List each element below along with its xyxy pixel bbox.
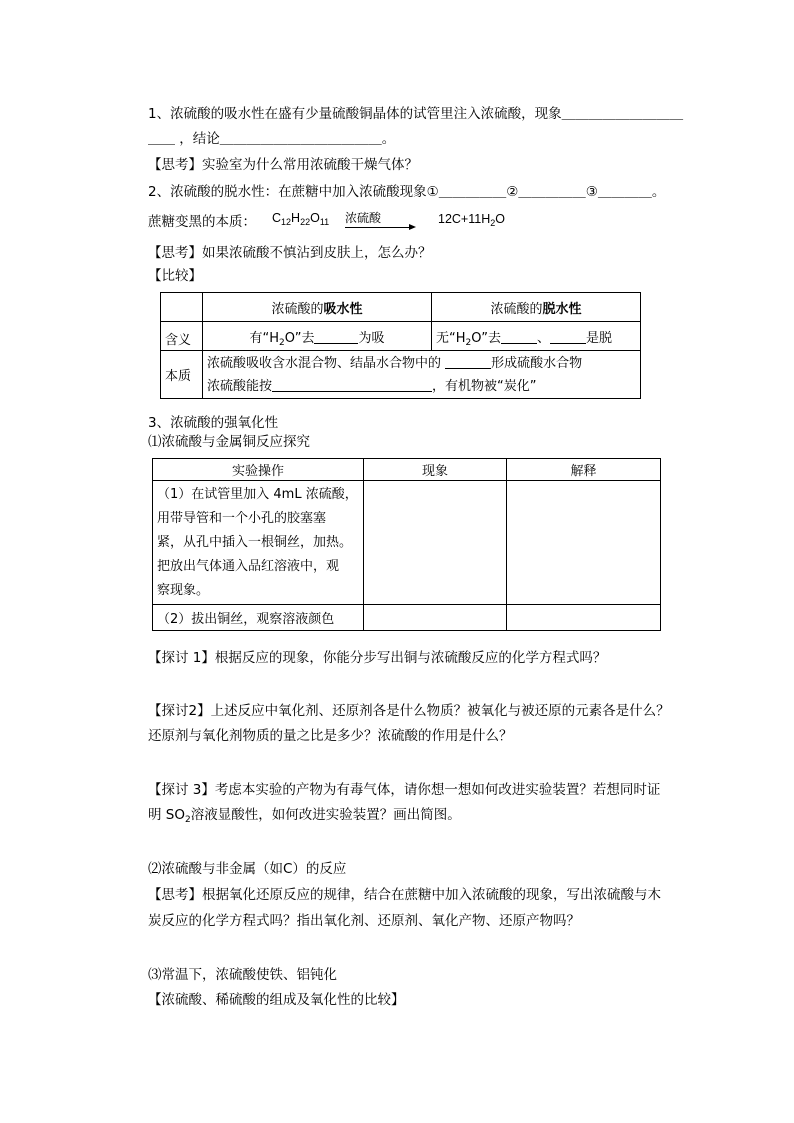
discuss-3-line1: 【探讨 3】考虑本实验的产物为有毒气体，请你想一想如何改进实验装置？若想同时证 xyxy=(148,782,661,798)
compare-header-dehydrate: 浓硫酸的脱水性 xyxy=(432,293,641,322)
sec3b-think-line1: 【思考】根据氧化还原反应的规律，结合在蔗糖中加入浓硫酸的现象，写出浓硫酸与木 xyxy=(148,887,661,903)
compare-corner xyxy=(161,293,203,322)
discuss-1: 【探讨 1】根据反应的现象，你能分步写出铜与浓硫酸反应的化学方程式吗？ xyxy=(148,650,607,666)
exp-header-explanation: 解释 xyxy=(507,459,661,481)
sec2-compare: 【比较】 xyxy=(148,268,202,284)
sucrose-formula: $C_{12}H_{22}O_{11}$ xyxy=(272,211,330,227)
exp-row1-operation: （1）在试管里加入 4mL 浓硫酸， 用带导管和一个小孔的胶塞塞 紧，从孔中插入一根铜丝，加热。 把放出气体通入品红溶液中，观 察现象。 xyxy=(153,481,364,605)
discuss-3-line2: 明 $SO_2$溶液显酸性，如何改进实验装置？画出简图。 xyxy=(148,807,461,825)
final-heading: 【浓硫酸、稀硫酸的组成及氧化性的比较】 xyxy=(148,992,405,1008)
meaning-dehydrate: 无“$H_2O$”去 、 是脱 xyxy=(432,322,641,351)
sec1-line2: ＿＿ ，结论＿＿＿＿＿＿＿＿＿＿＿＿。 xyxy=(148,131,396,147)
sec2-think: 【思考】如果浓硫酸不慎沾到皮肤上，怎么办？ xyxy=(148,245,432,261)
exp-row2-phenomenon xyxy=(364,605,507,631)
arrow-label: 浓硫酸 xyxy=(345,211,382,225)
sec3-sub2: ⑵浓硫酸与非金属（如C）的反应 xyxy=(148,861,347,877)
product-formula: $12C+11H_2O$ xyxy=(438,212,505,228)
reaction-arrow xyxy=(345,210,415,230)
discuss-2-line2: 还原剂与氧化剂物质的量之比是多少？浓硫酸的作用是什么？ xyxy=(148,728,513,744)
essence-line2: 浓硫酸能按 ，有机物被“炭化” xyxy=(207,378,537,394)
meaning-absorb: 有“$H_2O$”去 为吸 xyxy=(203,322,432,351)
compare-table xyxy=(160,292,641,399)
exp-row2-operation: （2）拔出铜丝，观察溶液颜色 xyxy=(153,605,364,631)
sec2-line1: 2、浓硫酸的脱水性：在蔗糖中加入浓硫酸现象①＿＿＿＿＿②＿＿＿＿＿③＿＿＿＿。 xyxy=(148,184,666,200)
exp-row1-phenomenon xyxy=(364,481,507,605)
arrow-head-icon xyxy=(409,224,416,230)
exp-header-phenomenon: 现象 xyxy=(364,459,507,481)
row-label-essence: 本质 xyxy=(161,351,203,399)
sec3-sub3: ⑶常温下，浓硫酸使铁、铝钝化 xyxy=(148,967,337,983)
sec1-line1: 1、浓硫酸的吸水性在盛有少量硫酸铜晶体的试管里注入浓硫酸，现象＿＿＿＿＿＿＿＿＿ xyxy=(148,106,684,122)
sec1-think: 【思考】实验室为什么常用浓硫酸干燥气体？ xyxy=(148,157,418,173)
sec3-title: 3、浓硫酸的强氧化性 xyxy=(148,415,279,431)
experiment-table xyxy=(152,458,661,631)
row-label-meaning: 含义 xyxy=(161,322,203,351)
sec3b-think-line2: 炭反应的化学方程式吗？指出氧化剂、还原剂、氧化产物、还原产物吗？ xyxy=(148,913,580,929)
essence-cell xyxy=(203,351,641,399)
exp-row1-explanation xyxy=(507,481,661,605)
exp-row2-explanation xyxy=(507,605,661,631)
discuss-2-line1: 【探讨2】上述反应中氧化剂、还原剂各是什么物质？被氧化与被还原的元素各是什么？ xyxy=(148,703,670,719)
exp-header-operation: 实验操作 xyxy=(153,459,364,481)
essence-label: 蔗糖变黑的本质： xyxy=(148,214,256,230)
sec3-sub1: ⑴浓硫酸与金属铜反应探究 xyxy=(148,434,310,450)
compare-header-absorb: 浓硫酸的吸水性 xyxy=(203,293,432,322)
essence-line1: 浓硫酸吸收含水混合物、结晶水合物中的 形成硫酸水合物 xyxy=(207,355,583,371)
